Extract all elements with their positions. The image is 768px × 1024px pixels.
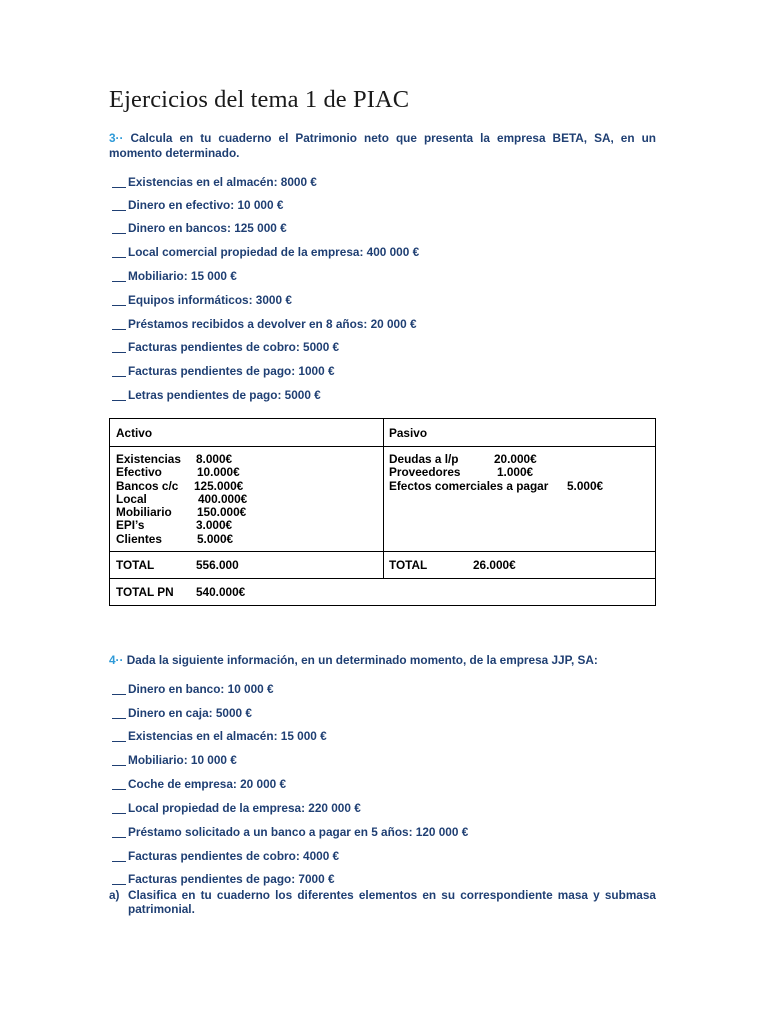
activo-row: Clientes 5.000€ (116, 531, 234, 546)
dash-bullet-icon (112, 765, 126, 766)
exercise-4-question-a (109, 888, 656, 916)
dash-bullet-icon (112, 813, 126, 814)
dash-bullet-icon (112, 837, 126, 838)
pasivo-row: Efectos comerciales a pagar 5.000€ (389, 478, 604, 493)
list-item: Letras pendientes de pago: 5000 € (112, 387, 321, 403)
list-item: Local propiedad de la empresa: 220 000 € (112, 800, 361, 816)
activo-row: Efectivo 10.000€ (116, 465, 240, 480)
dash-bullet-icon (112, 210, 126, 211)
total-pn-row (116, 586, 245, 599)
list-item: Préstamos recibidos a devolver en 8 años: 20 000 € (112, 316, 417, 332)
exercise-4-number: 4·· (109, 653, 124, 667)
total-pasivo-row (389, 559, 516, 572)
dash-bullet-icon (112, 400, 126, 401)
list-item: Coche de empresa: 20 000 € (112, 776, 286, 792)
dash-bullet-icon (112, 281, 126, 282)
page-title: Ejercicios del tema 1 de PIAC (109, 86, 410, 113)
pasivo-row: Deudas a l/p 20.000€ (389, 452, 537, 466)
dash-bullet-icon (112, 789, 126, 790)
activo-row: Bancos c/c 125.000€ (116, 478, 244, 493)
list-item: Existencias en el almacén: 15 000 € (112, 728, 327, 744)
pasivo-items (389, 453, 603, 493)
activo-row: EPI’s 3.000€ (116, 518, 233, 533)
exercise-3-number: 3·· (109, 131, 124, 145)
activo-header: Activo (116, 426, 153, 440)
activo-row: Mobiliario 150.000€ (116, 505, 247, 520)
list-item: Dinero en banco: 10 000 € (112, 681, 274, 697)
dash-bullet-icon (112, 861, 126, 862)
list-item: Local comercial propiedad de la empresa: 400 000 € (112, 244, 419, 260)
activo-items (116, 453, 247, 546)
list-item: Existencias en el almacén: 8000 € (112, 174, 317, 190)
table-divider (383, 419, 384, 579)
dash-bullet-icon (112, 694, 126, 695)
activo-row: Local 400.000€ (116, 491, 248, 506)
dash-bullet-icon (112, 884, 126, 885)
dash-bullet-icon (112, 741, 126, 742)
total-pasivo-label: TOTAL (389, 558, 428, 572)
pasivo-row: Proveedores 1.000€ (389, 465, 534, 480)
question-text: Clasifica en tu cuaderno los diferentes elementos en su correspondiente masa y submasa patrimonial. (128, 888, 656, 916)
exercise-4-text: Dada la siguiente información, en un determinado momento, de la empresa JJP, SA: (126, 653, 598, 667)
exercise-3-text: Calcula en tu cuaderno el Patrimonio neto que presenta la empresa BETA, SA, en un momento determinado. (109, 131, 656, 160)
dash-bullet-icon (112, 187, 126, 188)
pasivo-header: Pasivo (389, 426, 428, 440)
dash-bullet-icon (112, 718, 126, 719)
exercise-3-statement (109, 131, 656, 161)
exercise-4-statement (109, 653, 656, 668)
total-pn-value: 540.000€ (196, 585, 246, 599)
question-marker: a) (109, 888, 120, 902)
list-item: Facturas pendientes de pago: 7000 € (112, 871, 335, 887)
total-pn-label: TOTAL PN (116, 585, 174, 599)
total-pasivo-value: 26.000€ (473, 558, 516, 572)
total-activo-row (116, 559, 239, 572)
list-item: Facturas pendientes de pago: 1000 € (112, 363, 335, 379)
total-activo-label: TOTAL (116, 558, 155, 572)
list-item: Equipos informáticos: 3000 € (112, 292, 292, 308)
dash-bullet-icon (112, 305, 126, 306)
list-item: Facturas pendientes de cobro: 4000 € (112, 848, 339, 864)
activo-row: Existencias 8.000€ (116, 452, 233, 466)
list-item: Préstamo solicitado a un banco a pagar en 5 años: 120 000 € (112, 824, 468, 840)
dash-bullet-icon (112, 376, 126, 377)
list-item: Dinero en efectivo: 10 000 € (112, 197, 283, 213)
list-item: Dinero en caja: 5000 € (112, 705, 252, 721)
list-item: Mobiliario: 15 000 € (112, 268, 237, 284)
list-item: Mobiliario: 10 000 € (112, 752, 237, 768)
dash-bullet-icon (112, 233, 126, 234)
dash-bullet-icon (112, 329, 126, 330)
dash-bullet-icon (112, 257, 126, 258)
list-item: Facturas pendientes de cobro: 5000 € (112, 339, 339, 355)
balance-table (109, 418, 656, 606)
dash-bullet-icon (112, 352, 126, 353)
total-activo-value: 556.000 (196, 558, 239, 572)
list-item: Dinero en bancos: 125 000 € (112, 220, 287, 236)
